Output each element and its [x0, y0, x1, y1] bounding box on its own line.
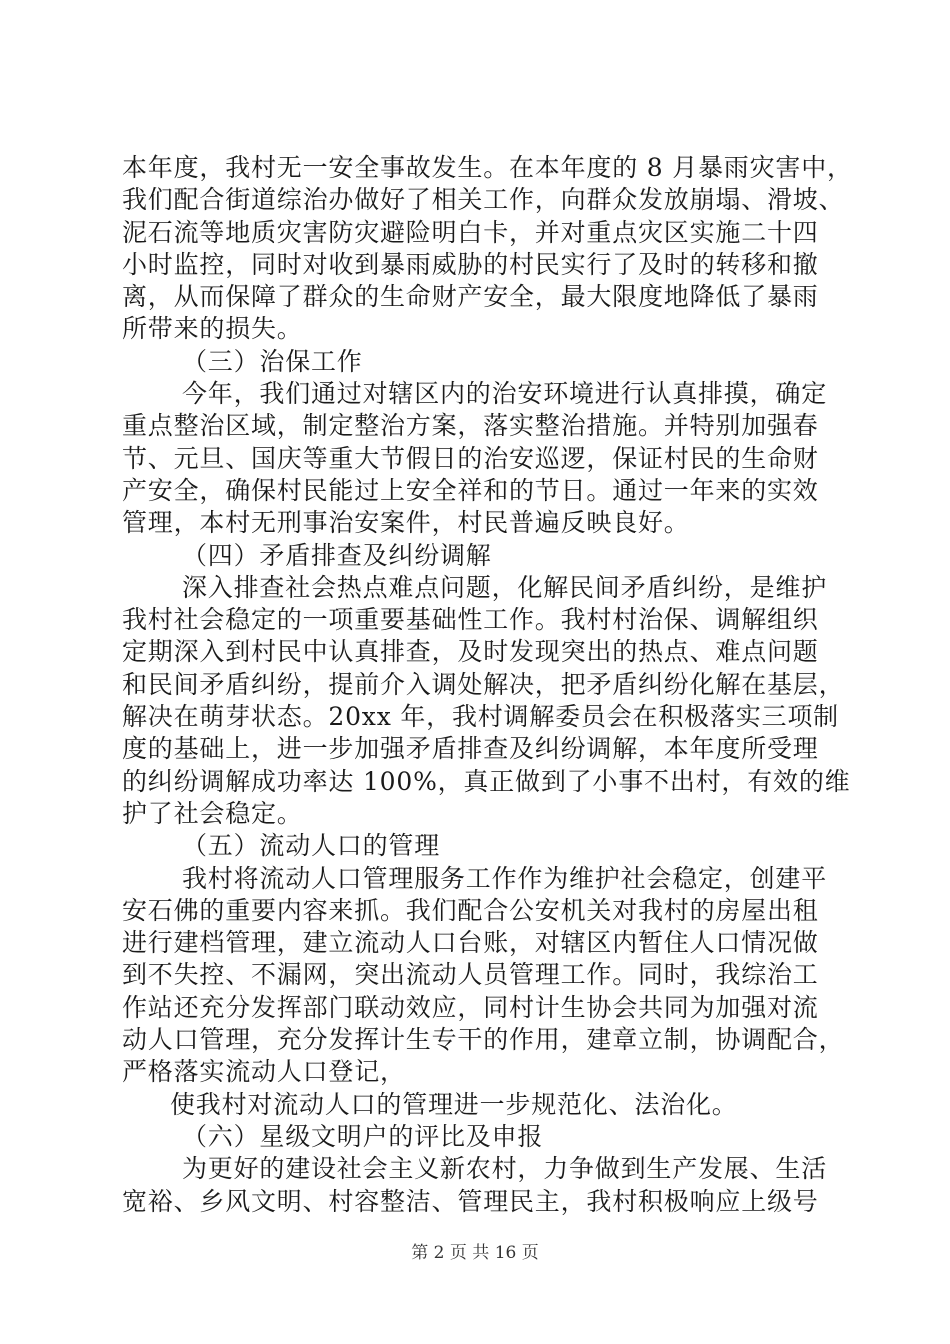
text-line: 安石佛的重要内容来抓。我们配合公安机关对我村的房屋出租 [122, 895, 819, 925]
text-line: 小时监控，同时对收到暴雨威胁的村民实行了及时的转移和撤 [122, 249, 819, 279]
text-line: 动人口管理，充分发挥计生专干的作用，建章立制，协调配合， [122, 1025, 845, 1055]
text-line: 定期深入到村民中认真排查，及时发现突出的热点、难点问题 [122, 637, 819, 667]
text-line: 所带来的损失。 [122, 314, 303, 344]
text-line: 为更好的建设社会主义新农村，力争做到生产发展、生活 [182, 1154, 828, 1184]
text-line: 节、元旦、国庆等重大节假日的治安巡逻，保证村民的生命财 [122, 443, 819, 473]
text-line: 管理，本村无刑事治安案件，村民普遍反映良好。 [122, 508, 690, 538]
section-heading: （六）星级文明户的评比及申报 [182, 1121, 544, 1151]
text-line: 离，从而保障了群众的生命财产安全，最大限度地降低了暴雨 [122, 282, 819, 312]
text-line: 和民间矛盾纠纷，提前介入调处解决，把矛盾纠纷化解在基层， [122, 669, 845, 699]
text-line: 泥石流等地质灾害防灾避险明白卡，并对重点灾区实施二十四 [122, 217, 819, 247]
text-line: 到不失控、不漏网，突出流动人员管理工作。同时，我综治工 [122, 960, 819, 990]
text-line: 我村将流动人口管理服务工作作为维护社会稳定，创建平 [182, 863, 828, 893]
text-line: 我们配合街道综治办做好了相关工作，向群众发放崩塌、滑坡、 [122, 185, 845, 215]
document-body [122, 152, 853, 1218]
text-line: 重点整治区域，制定整治方案，落实整治措施。并特别加强春 [122, 411, 819, 441]
text-line: 度的基础上，进一步加强矛盾排查及纠纷调解，本年度所受理 [122, 734, 819, 764]
text-line: 的纠纷调解成功率达 100%，真正做到了小事不出村，有效的维 [122, 766, 851, 796]
text-line: 使我村对流动人口的管理进一步规范化、法治化。 [170, 1089, 738, 1119]
text-line: 宽裕、乡风文明、村容整洁、管理民主，我村积极响应上级号 [122, 1186, 819, 1216]
page-footer [0, 1242, 950, 1264]
section-heading: （五）流动人口的管理 [182, 831, 441, 861]
text-line: 今年，我们通过对辖区内的治安环境进行认真排摸，确定 [182, 379, 828, 409]
text-line: 我村社会稳定的一项重要基础性工作。我村村治保、调解组织 [122, 605, 819, 635]
text-line: 产安全，确保村民能过上安全祥和的节日。通过一年来的实效 [122, 475, 819, 505]
text-line: 严格落实流动人口登记， [122, 1057, 406, 1087]
section-heading: （四）矛盾排查及纠纷调解 [182, 540, 492, 570]
page-number-label: 第 2 页 共 16 页 [411, 1243, 539, 1263]
text-line: 进行建档管理，建立流动人口台账，对辖区内暂住人口情况做 [122, 928, 819, 958]
section-heading: （三）治保工作 [182, 346, 363, 376]
text-line: 护了社会稳定。 [122, 798, 303, 828]
text-line: 解决在萌芽状态。20xx 年，我村调解委员会在积极落实三项制 [122, 702, 839, 732]
text-line: 深入排查社会热点难点问题，化解民间矛盾纠纷，是维护 [182, 572, 828, 602]
text-line: 本年度，我村无一安全事故发生。在本年度的 8 月暴雨灾害中， [122, 153, 853, 182]
text-line: 作站还充分发挥部门联动效应，同村计生协会共同为加强对流 [122, 992, 819, 1022]
